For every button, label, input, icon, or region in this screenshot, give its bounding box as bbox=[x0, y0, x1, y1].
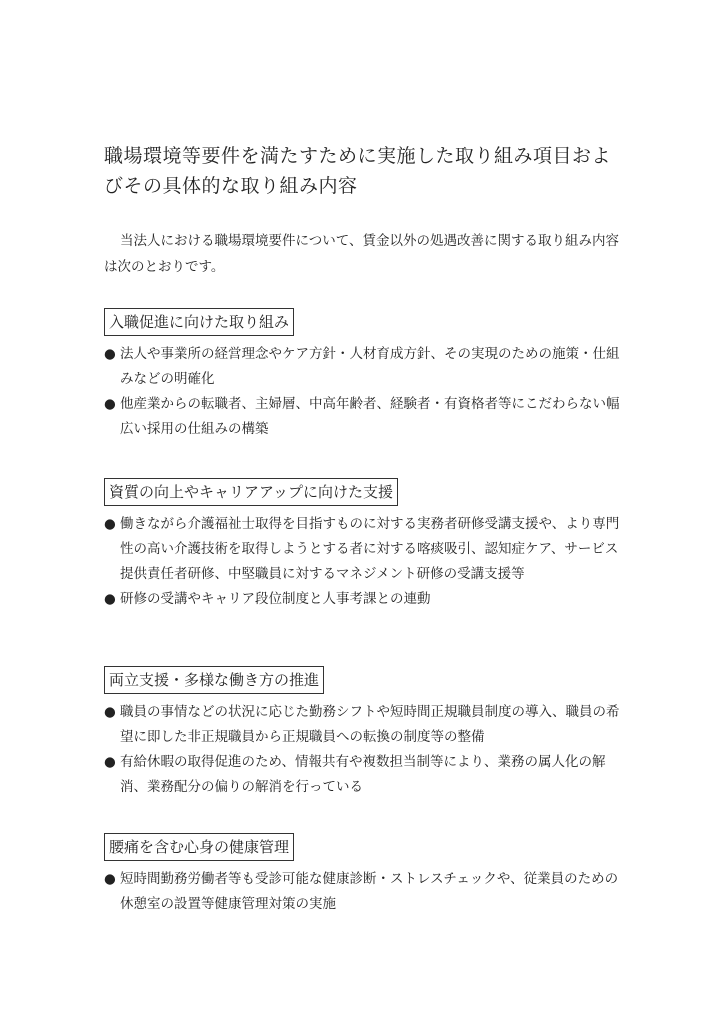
section-heading: 入職促進に向けた取り組み bbox=[104, 308, 294, 336]
bullet-icon: ● bbox=[104, 871, 116, 887]
bullet-icon: ● bbox=[104, 754, 116, 770]
list-item-text: 有給休暇の取得促進のため、情報共有や複数担当制等により、業務の属人化の解消、業務配分の偏りの解消を行っている bbox=[120, 754, 606, 795]
section-heading: 腰痛を含む心身の健康管理 bbox=[104, 833, 294, 861]
section-work-style bbox=[104, 666, 624, 800]
section-health-management bbox=[104, 833, 624, 917]
list-item-text: 職員の事情などの状況に応じた勤務シフトや短時間正規職員制度の導入、職員の希望に即した非正規職員から正規職員への転換の制度等の整備 bbox=[120, 704, 620, 745]
bullet-icon: ● bbox=[104, 396, 116, 412]
list-item bbox=[104, 587, 624, 612]
list-item bbox=[104, 867, 624, 917]
list-item-text: 短時間勤務労働者等も受診可能な健康診断・ストレスチェックや、従業員のための休憩室の設置等健康管理対策の実施 bbox=[120, 871, 619, 912]
intro-paragraph: 当法人における職場環境要件について、賃金以外の処遇改善に関する取り組み内容は次のとおりです。 bbox=[104, 233, 619, 275]
list-item-text: 働きながら介護福祉士取得を目指すものに対する実務者研修受講支援や、より専門性の高い介護技術を取得しようとする者に対する喀痰吸引、認知症ケア、サービス提供責任者研修、中堅職員に対するマネジメント研修の受講支援等 bbox=[120, 516, 620, 582]
list-item bbox=[104, 700, 624, 750]
list-item-text: 法人や事業所の経営理念やケア方針・人材育成方針、その実現のための施策・仕組みなどの明確化 bbox=[120, 346, 620, 387]
section-heading: 資質の向上やキャリアアップに向けた支援 bbox=[104, 478, 398, 506]
list-item bbox=[104, 512, 624, 587]
list-item bbox=[104, 392, 624, 442]
list-item-text: 研修の受講やキャリア段位制度と人事考課との連動 bbox=[120, 591, 431, 607]
section-career-support bbox=[104, 478, 624, 612]
list-item-text: 他産業からの転職者、主婦層、中高年齢者、経験者・有資格者等にこだわらない幅広い採用の仕組みの構築 bbox=[120, 396, 620, 437]
bullet-icon: ● bbox=[104, 346, 116, 362]
document-title: 職場環境等要件を満たすために実施した取り組み項目およびその具体的な取り組み内容 bbox=[104, 145, 612, 197]
section-recruitment bbox=[104, 308, 624, 442]
bullet-icon: ● bbox=[104, 591, 116, 607]
section-heading: 両立支援・多様な働き方の推進 bbox=[104, 666, 324, 694]
bullet-icon: ● bbox=[104, 704, 116, 720]
list-item bbox=[104, 342, 624, 392]
list-item bbox=[104, 750, 624, 800]
bullet-icon: ● bbox=[104, 516, 116, 532]
